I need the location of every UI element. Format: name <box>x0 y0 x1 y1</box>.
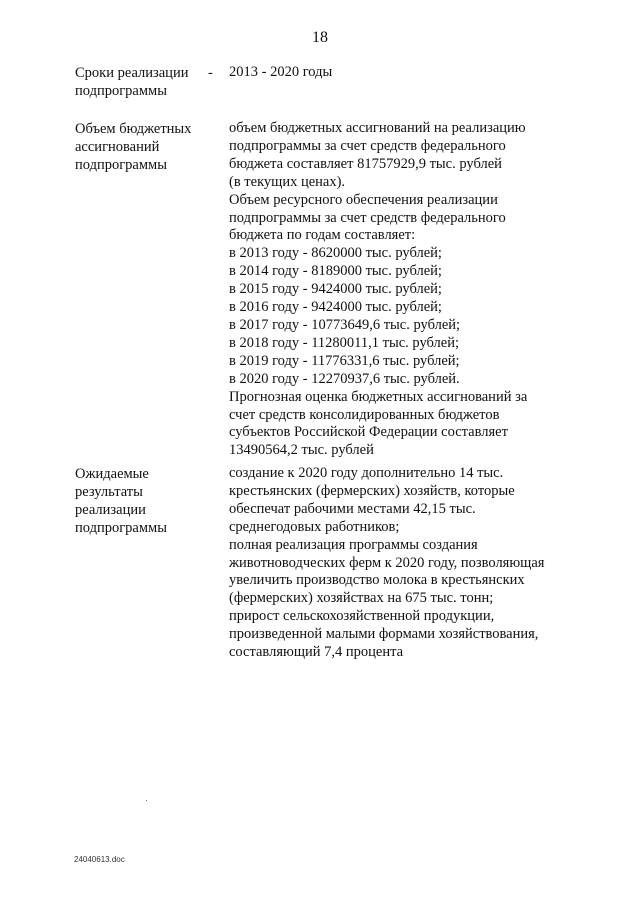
dash-separator: - <box>208 65 213 81</box>
text-line: обеспечат рабочими местами 42,15 тыс. <box>229 500 476 517</box>
section-label: Сроки реализации подпрограммы <box>75 65 189 99</box>
text-line: составляющий 7,4 процента <box>229 644 404 661</box>
text-line: счет средств консолидированных бюджетов <box>229 406 500 423</box>
text-line: бюджета по годам составляет: <box>229 227 416 244</box>
text-line: животноводческих ферм к 2020 году, позволяющая <box>229 554 545 571</box>
text-line: 13490564,2 тыс. рублей <box>229 442 374 459</box>
section-value <box>229 465 589 662</box>
text-line: увеличить производство молока в крестьянских <box>229 572 525 589</box>
footer-filename: 24040613.doc <box>74 855 125 864</box>
text-line: среднегодовых работников; <box>229 518 400 535</box>
text-line: полная реализация программы создания <box>229 536 478 553</box>
text-line: подпрограммы за счет средств федерального <box>229 137 506 154</box>
text-line: прирост сельскохозяйственной продукции, <box>229 608 495 625</box>
section-label: Ожидаемые результаты реализации подпрограммы <box>75 466 167 536</box>
section-value <box>229 64 589 82</box>
text-line: 2013 - 2020 годы <box>229 64 333 80</box>
text-line: в 2013 году - 8620000 тыс. рублей; <box>229 245 442 262</box>
text-line: крестьянских (фермерских) хозяйств, которые <box>229 482 515 499</box>
text-line: в 2018 году - 11280011,1 тыс. рублей; <box>229 334 460 351</box>
text-line: объем бюджетных ассигнований на реализацию <box>229 120 526 136</box>
text-line: в 2020 году - 12270937,6 тыс. рублей. <box>229 370 460 387</box>
scan-dot <box>146 800 147 801</box>
text-line: создание к 2020 году дополнительно 14 тыс. <box>229 465 504 481</box>
text-line: в 2015 году - 9424000 тыс. рублей; <box>229 281 442 298</box>
text-line: подпрограммы за счет средств федерального <box>229 209 506 226</box>
text-line: субъектов Российской Федерации составляет <box>229 424 508 441</box>
text-line: в 2017 году - 10773649,6 тыс. рублей; <box>229 316 461 333</box>
text-line: Объем ресурсного обеспечения реализации <box>229 191 498 208</box>
text-line: в 2014 году - 8189000 тыс. рублей; <box>229 263 442 280</box>
text-line: Прогнозная оценка бюджетных ассигнований за <box>229 388 528 405</box>
text-line: в 2019 году - 11776331,6 тыс. рублей; <box>229 352 460 369</box>
text-line: бюджета составляет 81757929,9 тыс. рублей <box>229 155 502 172</box>
text-line: (фермерских) хозяйствах на 675 тыс. тонн; <box>229 590 494 607</box>
text-line: (в текущих ценах). <box>229 173 346 190</box>
text-line: в 2016 году - 9424000 тыс. рублей; <box>229 299 442 316</box>
section-label: Объем бюджетных ассигнований подпрограммы <box>75 121 192 173</box>
text-line: произведенной малыми формами хозяйствования, <box>229 626 539 643</box>
page-number: 18 <box>312 29 328 46</box>
section-value <box>229 120 589 460</box>
